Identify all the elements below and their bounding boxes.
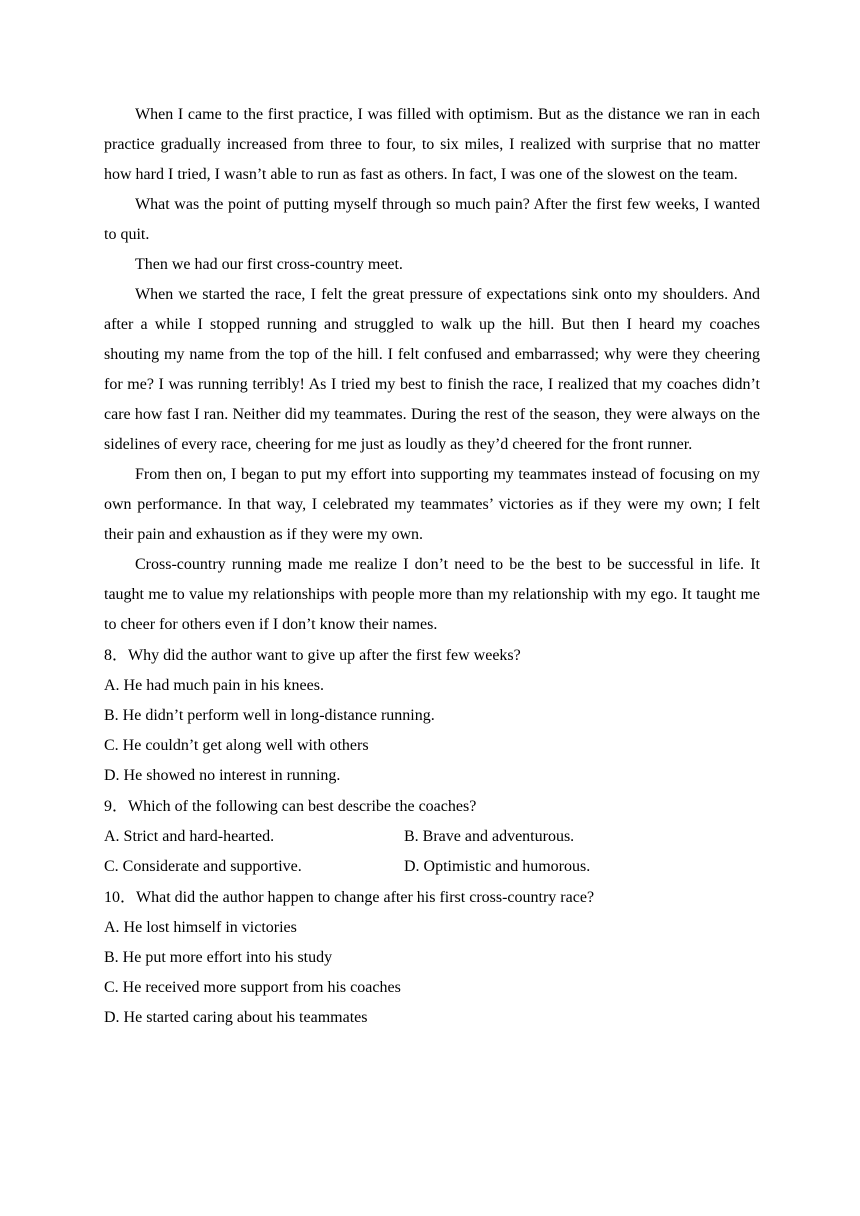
question-10 bbox=[104, 883, 760, 1033]
passage-paragraph-4: When we started the race, I felt the great pressure of expectations sink onto my shoulders. And after a while I stopped running and struggled to walk up the hill. But then I heard my coaches shouting my name from the top of the hill. I felt confused and embarrassed; why were they cheering for me? I was running terribly! As I tried my best to finish the race, I realized that my coaches didn’t care how fast I ran. Neither did my teammates. During the rest of the season, they were always on the sidelines of every race, cheering for me just as loudly as they’d cheered for the front runner. bbox=[104, 286, 760, 453]
option-b: B. He put more effort into his study bbox=[104, 949, 333, 966]
question-stem: 8．Why did the author want to give up after the first few weeks? bbox=[104, 647, 521, 664]
option-d: D. He started caring about his teammates bbox=[104, 1009, 368, 1026]
passage-paragraph-1: When I came to the first practice, I was filled with optimism. But as the distance we ran in each practice gradually increased from three to four, to six miles, I realized with surprise that no matter how hard I tried, I wasn’t able to run as fast as others. In fact, I was one of the slowest on the team. bbox=[104, 106, 760, 183]
option-a: A. Strict and hard-hearted. bbox=[104, 828, 275, 845]
passage-paragraph-6: Cross-country running made me realize I don’t need to be the best to be successful in life. It taught me to value my relationships with people more than my relationship with my ego. It taught me to cheer for others even if I don’t know their names. bbox=[104, 556, 760, 633]
question-stem: 9．Which of the following can best describe the coaches? bbox=[104, 798, 477, 815]
option-c: C. He couldn’t get along well with others bbox=[104, 737, 369, 754]
options-row-1 bbox=[104, 822, 760, 852]
question-8 bbox=[104, 641, 760, 791]
option-c: C. He received more support from his coaches bbox=[104, 979, 401, 996]
passage-paragraph-2: What was the point of putting myself through so much pain? After the first few weeks, I wanted to quit. bbox=[104, 196, 760, 243]
question-stem: 10．What did the author happen to change after his first cross-country race? bbox=[104, 889, 595, 906]
option-a: A. He lost himself in victories bbox=[104, 919, 297, 936]
option-b: B. Brave and adventurous. bbox=[404, 828, 575, 845]
option-c: C. Considerate and supportive. bbox=[104, 858, 302, 875]
question-9 bbox=[104, 792, 760, 882]
option-d: D. He showed no interest in running. bbox=[104, 767, 341, 784]
options-row-2 bbox=[104, 852, 760, 882]
passage-paragraph-5: From then on, I began to put my effort into supporting my teammates instead of focusing on my own performance. In that way, I celebrated my teammates’ victories as if they were my own; I felt their pain and exhaustion as if they were my own. bbox=[104, 466, 760, 543]
option-d: D. Optimistic and humorous. bbox=[404, 858, 591, 875]
option-b: B. He didn’t perform well in long-distance running. bbox=[104, 707, 435, 724]
document-content bbox=[104, 100, 760, 1033]
passage-paragraph-3: Then we had our first cross-country meet. bbox=[135, 256, 403, 273]
option-a: A. He had much pain in his knees. bbox=[104, 677, 324, 694]
